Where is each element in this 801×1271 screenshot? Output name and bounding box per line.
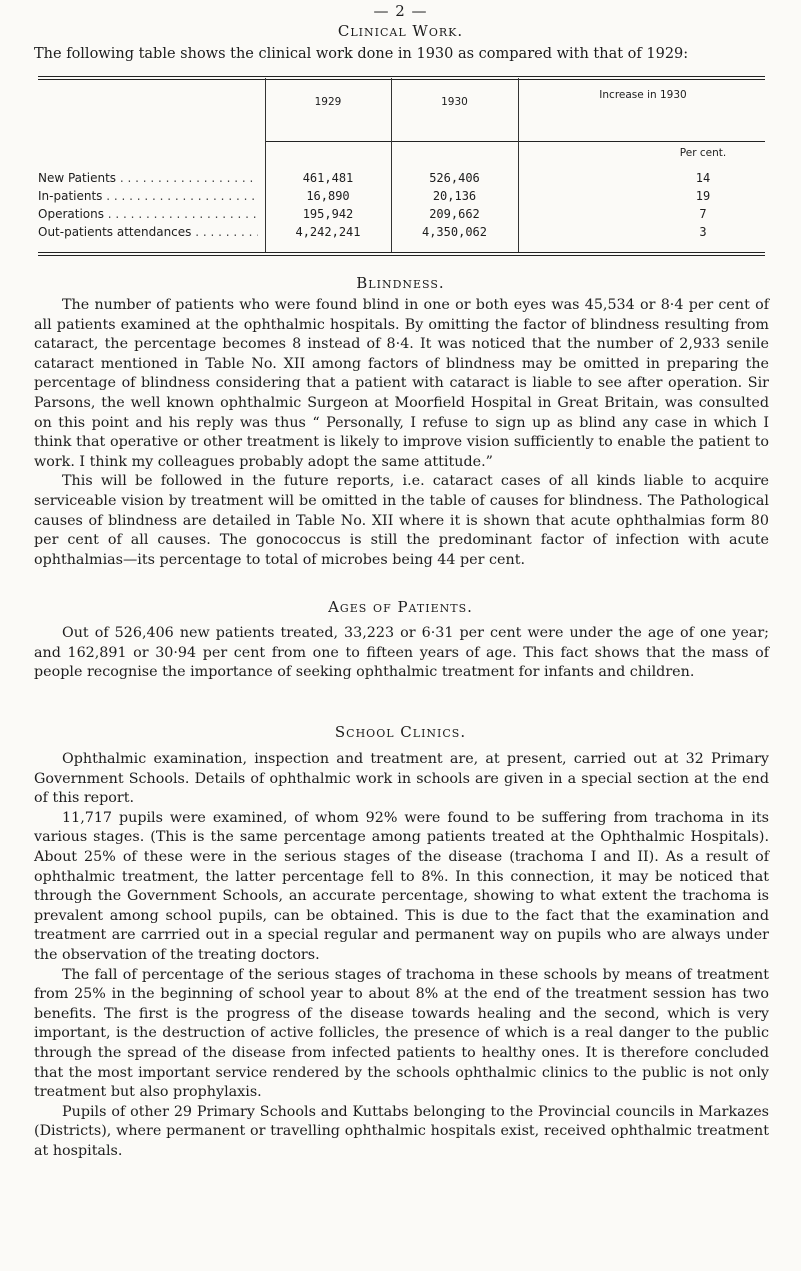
cell-1929: 195,942 (302, 207, 354, 221)
cell-1929: 461,481 (302, 171, 354, 185)
column-header-1929: 1929 (314, 96, 342, 108)
table-row (38, 189, 765, 204)
row-label: Out-patients attendances . . . (38, 225, 258, 239)
cell-1930: 4,350,062 (421, 225, 488, 239)
cell-1930: 526,406 (429, 171, 480, 185)
table-row (38, 225, 765, 240)
ages-paragraph-1: Out of 526,406 new patients treated, 33,223 or 6·31 per cent were under the age of one year; and 162,891 or 30·94 per cent from one to fifteen years of age. This fact shows that the mass of people recognise the importance of seeking ophthalmic treatment for infants and children. (34, 625, 769, 681)
per-cent-unit: Per cent. (679, 147, 727, 159)
row-label: New Patients . . . (38, 171, 258, 185)
ages-section (34, 624, 769, 683)
blindness-paragraph-1: The number of patients who were found blind in one or both eyes was 45,534 or 8·4 per cent of all patients examined at the ophthalmic hospitals. By omitting the factor of blindness resulting from cataract, the percentage becomes 8 instead of 8·4. It was noticed that the number of 2,933 senile cataract mentioned in Table No. XII among factors of blindness may be omitted in preparing the percentage of blindness considering that a patient with cataract is liable to see after operation. Sir Parsons, the well known ophthalmic Surgeon at Moorfield Hospital in Great Britain, was consulted on this point and his reply was thus “ Personally, I refuse to sign up as blind any case in which I think that operative or other treatment is likely to improve vision sufficiently to enable the patient to work. I think my colleagues probably adopt the same attitude.” (34, 297, 769, 470)
school-paragraph-3: The fall of percentage of the serious stages of trachoma in these schools by means of treatment from 25% in the beginning of school year to about 8% at the end of the treatment session has two benefits. The first is the progress of the disease towards healing and the second, which is very important, is the destruction of active follicles, the presence of which is a real danger to the public through the spread of the disease from infected patients to healthy ones. It is therefore concluded that the most important service rendered by the schools ophthalmic clinics to the public is not only treatment but also prophylaxis. (34, 966, 769, 1101)
school-paragraph-1: Ophthalmic examination, inspection and treatment are, at present, carried out at 32 Primary Government Schools. Details of ophthalmic work in schools are given in a special section at the end of this report. (34, 751, 769, 807)
cell-1929: 4,242,241 (295, 225, 361, 239)
school-paragraph-4: Pupils of other 29 Primary Schools and Kuttabs belonging to the Provincial councils in Markazes (Districts), where permanent or travelling ophthalmic hospitals exist, received ophthalmic treatment at hospitals. (34, 1103, 769, 1159)
column-header-1930: 1930 (441, 96, 468, 108)
school-clinics-section (34, 750, 769, 1161)
blindness-heading: Blindness. (356, 274, 445, 292)
cell-1930: 209,662 (429, 207, 480, 221)
table-row (38, 171, 765, 186)
cell-1930: 20,136 (432, 189, 477, 203)
clinical-work-heading: Clinical Work. (337, 22, 464, 40)
table-row (38, 207, 765, 222)
cell-1929: 16,890 (306, 189, 350, 203)
page-number: — 2 — (373, 2, 428, 20)
blindness-section (34, 296, 769, 570)
cell-increase: 3 (699, 225, 707, 239)
row-label: Operations . . . (38, 207, 258, 221)
ages-heading: Ages of Patients. (328, 598, 473, 616)
cell-increase: 7 (699, 207, 707, 221)
cell-increase: 14 (695, 171, 711, 185)
clinical-work-table (38, 76, 765, 256)
cell-increase: 19 (695, 189, 711, 203)
school-paragraph-2: 11,717 pupils were examined, of whom 92% were found to be suffering from trachoma in its various stages. (This is the same percentage among patients treated at the Ophthalmic Hospitals). About 25% of these were in the serious stages of the disease (trachoma I and II). As a result of ophthalmic treatment, the latter percentage fell to 8%. In this connection, it may be noticed that through the Government Schools, an accurate percentage, showing to what extent the trachoma is prevalent among school pupils, can be obtained. This is due to the fact that the examination and treatment are carrried out in a special regular and permanent way on pupils who are always under the observation of the treating doctors. (34, 809, 769, 963)
blindness-paragraph-2: This will be followed in the future reports, i.e. cataract cases of all kinds liable to acquire serviceable vision by treatment will be omitted in the table of causes for blindness. The Pathological causes of blindness are detailed in Table No. XII where it is shown that acute ophthalmias form 80 per cent of all causes. The gonococcus is still the predominant factor of infection with acute ophthalmias—its percentage to total of microbes being 44 per cent. (34, 473, 769, 568)
column-header-increase: Increase in 1930 (599, 89, 687, 101)
row-label: In-patients . . . (38, 189, 258, 203)
school-clinics-heading: School Clinics. (334, 723, 467, 741)
clinical-intro: The following table shows the clinical work done in 1930 as compared with that of 1929: (34, 46, 689, 62)
